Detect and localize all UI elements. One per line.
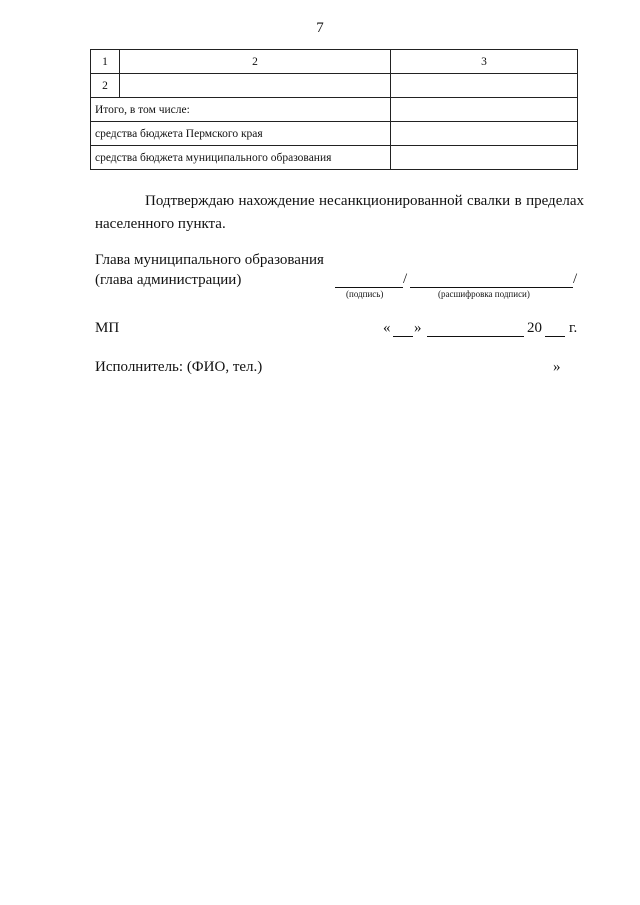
name-decode-caption: (расшифровка подписи) xyxy=(438,289,530,299)
total-value-cell xyxy=(391,98,578,122)
table-header-row xyxy=(91,50,578,74)
header-cell-2: 2 xyxy=(120,50,391,74)
executor-label: Исполнитель: (ФИО, тел.) xyxy=(95,359,263,375)
stamp-label: МП xyxy=(95,320,120,336)
municipal-budget-value-cell xyxy=(391,146,578,170)
row-number-cell: 2 xyxy=(91,74,120,98)
date-day-line xyxy=(393,336,413,337)
name-decode-line xyxy=(410,287,573,288)
signature-slash: / xyxy=(403,271,408,287)
page-number: 7 xyxy=(316,20,324,36)
header-cell-3: 3 xyxy=(391,50,578,74)
regional-budget-value-cell xyxy=(391,122,578,146)
signature-caption: (подпись) xyxy=(346,289,384,299)
signature-slash-end: / xyxy=(573,271,578,287)
header-cell-1: 1 xyxy=(91,50,120,74)
table-row-municipal-budget xyxy=(91,146,578,170)
date-year-prefix: 20 xyxy=(527,320,542,336)
row-name-cell xyxy=(120,74,391,98)
confirmation-text: Подтверждаю нахождение несанкционированной свалки в пределах населенного пункта. xyxy=(95,193,584,232)
date-quote-close: » xyxy=(414,320,422,336)
row-value-cell xyxy=(391,74,578,98)
executor-mark: » xyxy=(553,359,561,375)
signature-line xyxy=(335,287,403,288)
date-month-line xyxy=(427,336,524,337)
date-quote-open: « xyxy=(383,320,391,336)
municipal-budget-label-cell: средства бюджета муниципального образования xyxy=(91,146,391,170)
table-row-regional-budget xyxy=(91,122,578,146)
signer-title-line2: (глава администрации) xyxy=(95,272,242,288)
date-year-suffix: г. xyxy=(569,320,578,336)
regional-budget-label-cell: средства бюджета Пермского края xyxy=(91,122,391,146)
table-row-total xyxy=(91,98,578,122)
table-row xyxy=(91,74,578,98)
budget-table xyxy=(90,49,578,170)
signer-title-line1: Глава муниципального образования xyxy=(95,252,324,268)
date-year-line xyxy=(545,336,565,337)
total-label-cell: Итого, в том числе: xyxy=(91,98,391,122)
